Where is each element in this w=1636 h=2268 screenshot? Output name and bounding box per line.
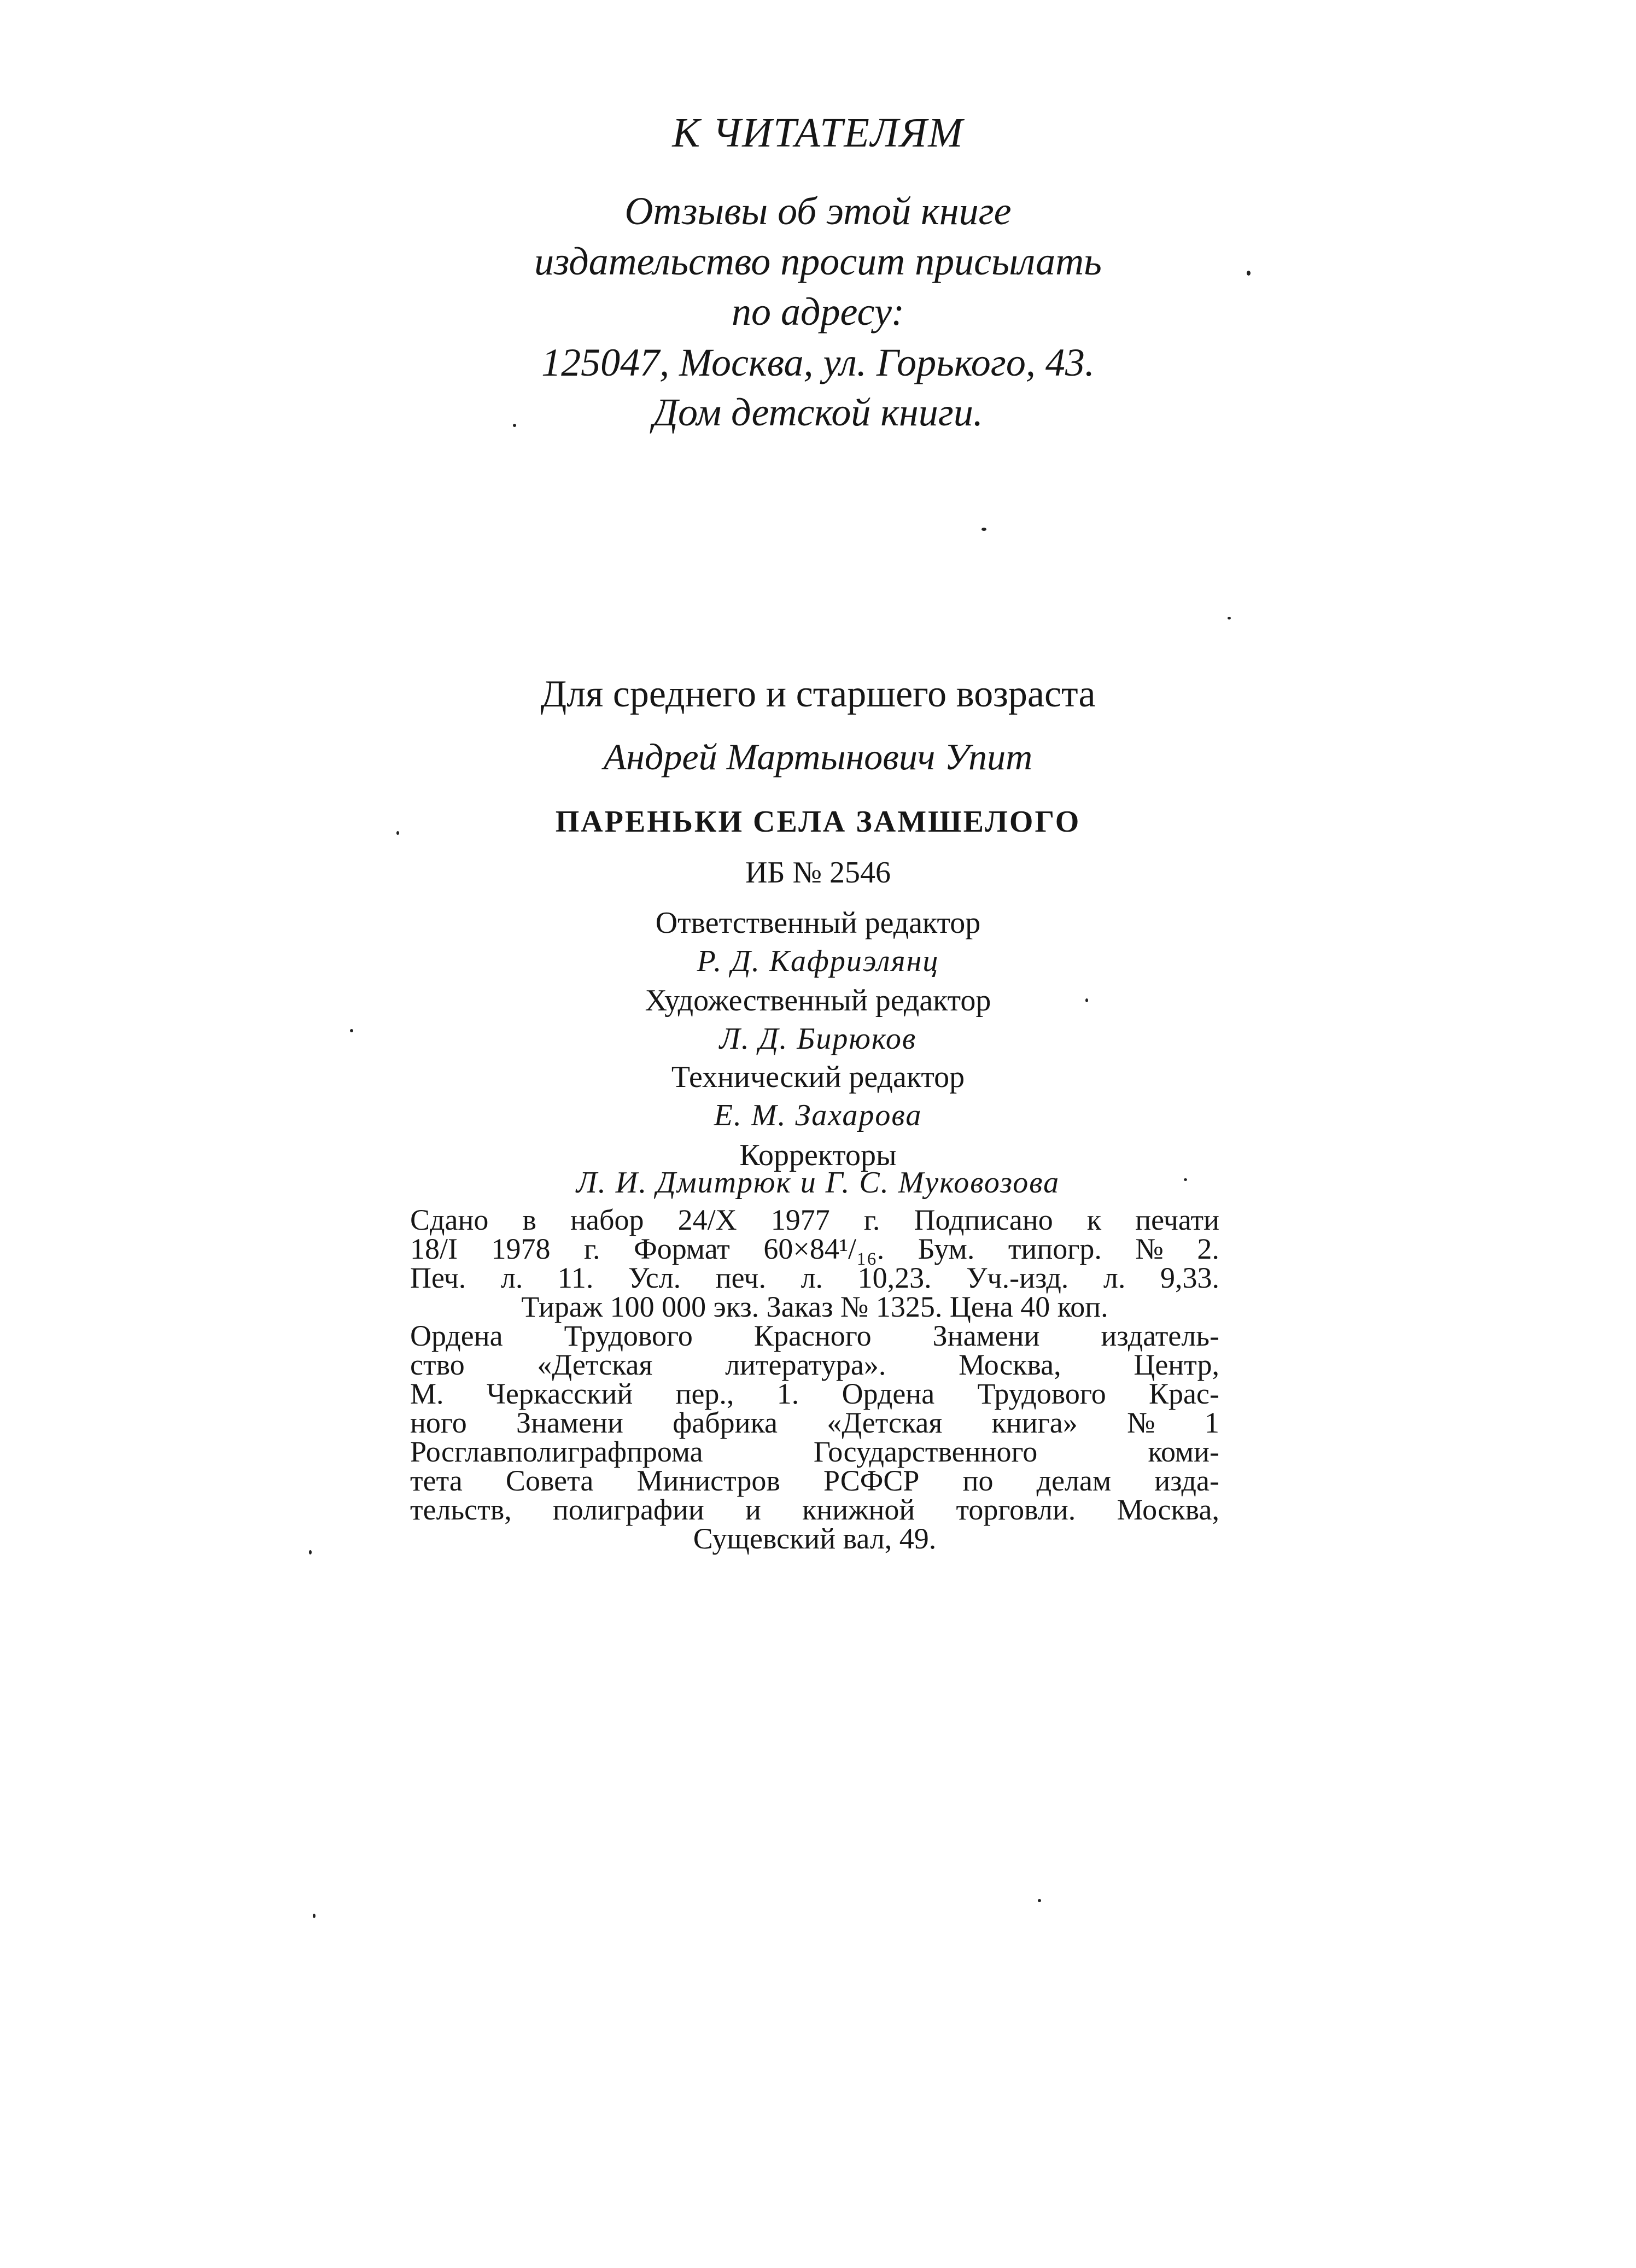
imprint-word: Сущевский вал, 49.	[693, 1522, 937, 1555]
imprint-word: печати	[1135, 1203, 1219, 1236]
imprint-word: №	[1135, 1232, 1164, 1265]
imprint-word: Знамени	[932, 1319, 1040, 1352]
imprint-word: Росглавполиграфпрома	[410, 1435, 703, 1468]
imprint-word: 60×84¹/₁₆.	[763, 1232, 885, 1265]
scan-speck	[513, 424, 516, 427]
book-author: Андрей Мартынович Упит	[603, 736, 1033, 778]
imprint-word: Трудового	[977, 1377, 1106, 1410]
imprint-word: литература».	[725, 1348, 886, 1381]
imprint-line	[410, 1408, 1219, 1437]
notice-address: 125047, Москва, ул. Горького, 43.	[541, 341, 1095, 384]
imprint-line	[410, 1319, 1219, 1352]
imprint-word: Ордена	[410, 1319, 503, 1352]
imprint-word: торговли.	[956, 1493, 1076, 1526]
imprint-line	[410, 1466, 1219, 1495]
imprint-word: тельств,	[410, 1493, 512, 1526]
imprint-word: коми-	[1148, 1435, 1219, 1468]
imprint-word: «Детская	[827, 1406, 943, 1439]
imprint-line	[410, 1379, 1219, 1408]
imprint-word: книжной	[802, 1493, 915, 1526]
ib-number: ИБ № 2546	[745, 856, 891, 890]
imprint-line	[410, 1232, 1219, 1265]
credit-name: Л. И. Дмитрюк и Г. С. Муковозова	[576, 1166, 1060, 1200]
scan-speck	[309, 1550, 312, 1554]
imprint-word: ного	[410, 1406, 467, 1439]
imprint-word: 1978	[491, 1232, 551, 1265]
imprint-word: М.	[410, 1377, 444, 1410]
imprint-word: делам	[1036, 1464, 1112, 1497]
imprint-line	[410, 1524, 1219, 1553]
imprint-block	[410, 1203, 1219, 1555]
scan-speck	[1228, 617, 1231, 619]
scan-speck	[1247, 271, 1251, 276]
imprint-word: в	[522, 1203, 536, 1236]
imprint-word: Усл.	[628, 1261, 681, 1294]
imprint-word: издатель-	[1101, 1319, 1219, 1352]
scan-speck	[1038, 1899, 1041, 1902]
imprint-word: 18/I	[410, 1232, 458, 1265]
imprint-word: Государственного	[813, 1435, 1038, 1468]
imprint-word: к	[1086, 1203, 1102, 1236]
credit-role: Художественный редактор	[645, 984, 991, 1018]
imprint-word: 1.	[776, 1377, 799, 1410]
imprint-line	[410, 1261, 1219, 1294]
imprint-word: л.	[1103, 1261, 1126, 1294]
imprint-word: Красного	[753, 1319, 872, 1352]
imprint-word: 10,23.	[857, 1261, 932, 1294]
imprint-word: книга»	[991, 1406, 1078, 1439]
imprint-word: 2.	[1197, 1232, 1219, 1265]
imprint-word: ство	[410, 1348, 465, 1381]
imprint-word: по	[962, 1464, 994, 1497]
imprint-word: РСФСР	[823, 1464, 920, 1497]
notice-line: Отзывы об этой книге	[624, 189, 1012, 233]
imprint-word: г.	[863, 1203, 880, 1236]
notice-line: по адресу:	[732, 290, 904, 334]
imprint-word: Москва,	[959, 1348, 1061, 1381]
notice-line: издательство просит присылать	[534, 239, 1102, 283]
imprint-word: Ордена	[842, 1377, 935, 1410]
imprint-word: Трудового	[564, 1319, 693, 1352]
imprint-word: Бум.	[918, 1232, 975, 1265]
imprint-word: Формат	[634, 1232, 730, 1265]
scan-speck	[1085, 998, 1088, 1002]
credit-role: Ответственный редактор	[655, 906, 981, 940]
imprint-word: Сдано	[410, 1203, 489, 1236]
imprint-word: 11.	[557, 1261, 594, 1294]
imprint-word: Подписано	[914, 1203, 1053, 1236]
imprint-word: Черкасский	[486, 1377, 633, 1410]
imprint-word: Тираж 100 000 экз. Заказ № 1325. Цена 40 коп.	[521, 1290, 1108, 1323]
notice-title: К ЧИТАТЕЛЯМ	[672, 110, 964, 156]
imprint-word: и	[745, 1493, 761, 1526]
credit-role: Корректоры	[739, 1138, 897, 1172]
notice-line: Дом детской книги.	[653, 390, 983, 434]
imprint-line	[410, 1203, 1219, 1236]
imprint-line	[410, 1495, 1219, 1524]
scan-speck	[981, 528, 986, 531]
imprint-line	[410, 1290, 1219, 1323]
imprint-line	[410, 1348, 1219, 1381]
imprint-word: Знамени	[516, 1406, 623, 1439]
imprint-word: набор	[570, 1203, 644, 1236]
imprint-word: Совета	[505, 1464, 594, 1497]
imprint-word: пер.,	[675, 1377, 734, 1410]
scan-speck	[396, 831, 399, 835]
imprint-word: полиграфии	[552, 1493, 704, 1526]
imprint-word: Министров	[636, 1464, 780, 1497]
imprint-word: Москва,	[1117, 1493, 1219, 1526]
imprint-word: 1	[1204, 1406, 1219, 1439]
imprint-word: «Детская	[537, 1348, 653, 1381]
imprint-word: тета	[410, 1464, 463, 1497]
imprint-word: 9,33.	[1160, 1261, 1219, 1294]
imprint-word: изда-	[1154, 1464, 1219, 1497]
imprint-word: Крас-	[1149, 1377, 1219, 1410]
credit-name: Е. М. Захарова	[714, 1098, 922, 1132]
imprint-word: 1977	[770, 1203, 830, 1236]
imprint-word: фабрика	[673, 1406, 778, 1439]
imprint-word: Уч.-изд.	[966, 1261, 1069, 1294]
scan-speck	[350, 1029, 353, 1032]
imprint-line	[410, 1437, 1219, 1466]
credit-role: Технический редактор	[671, 1060, 965, 1094]
audience-line: Для среднего и старшего возраста	[540, 673, 1096, 715]
imprint-word: Центр,	[1133, 1348, 1219, 1381]
imprint-word: Печ.	[410, 1261, 466, 1294]
book-title: ПАРЕНЬКИ СЕЛА ЗАМШЕЛОГО	[555, 805, 1081, 839]
credit-name: Л. Д. Бирюков	[719, 1022, 917, 1056]
imprint-word: 24/Х	[677, 1203, 737, 1236]
imprint-word: л.	[500, 1261, 523, 1294]
imprint-word: л.	[801, 1261, 823, 1294]
imprint-word: типогр.	[1008, 1232, 1102, 1265]
imprint-word: печ.	[715, 1261, 766, 1294]
credit-name: Р. Д. Кафриэлянц	[697, 944, 939, 978]
scan-speck	[1184, 1178, 1187, 1181]
scan-speck	[313, 1914, 315, 1918]
imprint-word: №	[1127, 1406, 1155, 1439]
imprint-word: г.	[584, 1232, 600, 1265]
